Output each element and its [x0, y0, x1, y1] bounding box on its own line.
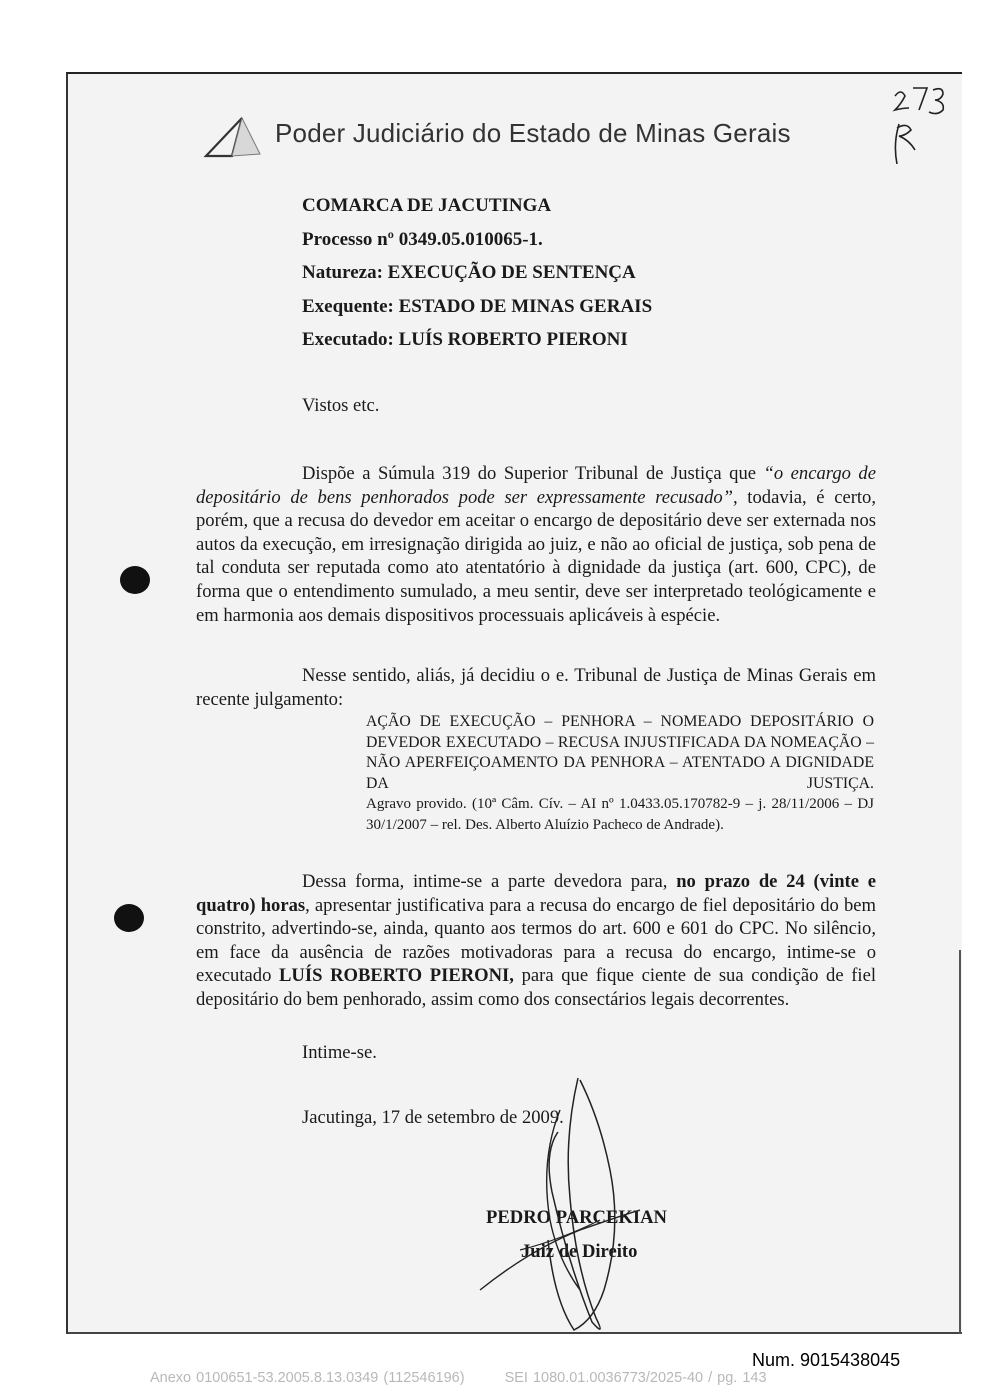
footer [150, 1370, 767, 1386]
deadline: no prazo de 24 (vinte e quatro) horas [196, 871, 876, 916]
process-number: Processo nº 0349.05.010065-1. [302, 228, 543, 250]
paragraph-2: Nesse sentido, aliás, já decidiu o e. Tribunal de Justiça de Minas Gerais em recente julgamento: [196, 665, 876, 710]
comarca: COMARCA DE JACUTINGA [302, 195, 552, 216]
case-header [302, 192, 652, 360]
document-number: Num. 9015438045 [752, 1350, 901, 1370]
quote-heading: AÇÃO DE EXECUÇÃO – PENHORA – NOMEADO DEPOSITÁRIO O DEVEDOR EXECUTADO – RECUSA INJUSTIFICADA DA NOMEAÇÃO – NÃO APERFEIÇOAMENTO DA PENHORA – ATENTADO A DIGNIDADE DA JUSTIÇA. [366, 713, 874, 792]
paragraph-1-rest: todavia, é certo, porém, que a recusa do devedor em aceitar o encargo de depositário deve ser externada nos autos da execução, em irresignação dirigida ao juiz, e não ao oficial de justiça, sob pena de tal conduta ser reputada como ato atentatório à dignidade da justiça (art. 600, CPC), de forma que o entendimento sumulado, a meu sentir, deve ser interpretado teológicamente e em harmonia aos demais dispositivos processuais aplicáveis à espécie. [196, 486, 877, 626]
vistos-text: Vistos etc. [302, 395, 380, 416]
paragraph-3-end: para que fique ciente de sua condição de fiel depositário do bem penhorado, assim como dos consectários legais decorrentes. [196, 965, 877, 1010]
defendant: Executado: LUÍS ROBERTO PIERONI [302, 329, 628, 350]
triangle-logo-icon [202, 114, 262, 160]
defendant-name: LUÍS ROBERTO PIERONI, [279, 965, 514, 987]
institution-title: Poder Judiciário do Estado de Minas Gerais [275, 118, 791, 148]
punch-hole [114, 904, 144, 932]
plaintiff: Exequente: ESTADO DE MINAS GERAIS [302, 295, 653, 317]
date-line: Jacutinga, 17 de setembro de 2009. [302, 1107, 564, 1128]
paragraph-3-middle: , apresentar justificativa para a recusa do encargo de fiel depositário do bem constrito, advertindo-se, ainda, quanto aos termos do art. 600 e 601 do CPC. No silêncio, em face da ausência de razões motivadoras para a recusa do encargo, intime-se o executado [196, 894, 876, 987]
judge-role: Juiz de Direito [521, 1241, 638, 1262]
nature: Natureza: EXECUÇÃO DE SENTENÇA [302, 262, 636, 283]
handwritten-signature-icon [460, 1070, 650, 1340]
page-edge [959, 950, 961, 1334]
intime-text: Intime-se. [302, 1042, 377, 1063]
sumula-quote: “o encargo de depositário de bens penhorados pode ser expressamente recusado”, [196, 463, 876, 508]
sei-reference: SEI 1080.01.0036773/2025-40 / pg. 143 [504, 1370, 767, 1386]
quote-reference: Agravo provido. (10ª Câm. Cív. – AI nº 1.0433.05.170782-9 – j. 28/11/2006 – DJ 30/1/2007 – rel. Des. Alberto Aluízio Pacheco de Andrade). [366, 796, 874, 833]
annex-reference: Anexo 0100651-53.2005.8.13.0349 (112546196) [150, 1370, 465, 1386]
paragraph-1-start: Dispõe a Súmula 319 do Superior Tribunal de Justiça que [302, 463, 764, 484]
punch-hole [120, 566, 150, 594]
paragraph-3-start: Dessa forma, intime-se a parte devedora para, [302, 871, 677, 892]
handwritten-page-number [885, 84, 960, 164]
jurisprudence-quote [366, 712, 874, 836]
paragraph-1 [196, 462, 876, 627]
paragraph-3 [196, 870, 876, 1012]
judge-name: PEDRO PARCEKIAN [486, 1207, 667, 1228]
